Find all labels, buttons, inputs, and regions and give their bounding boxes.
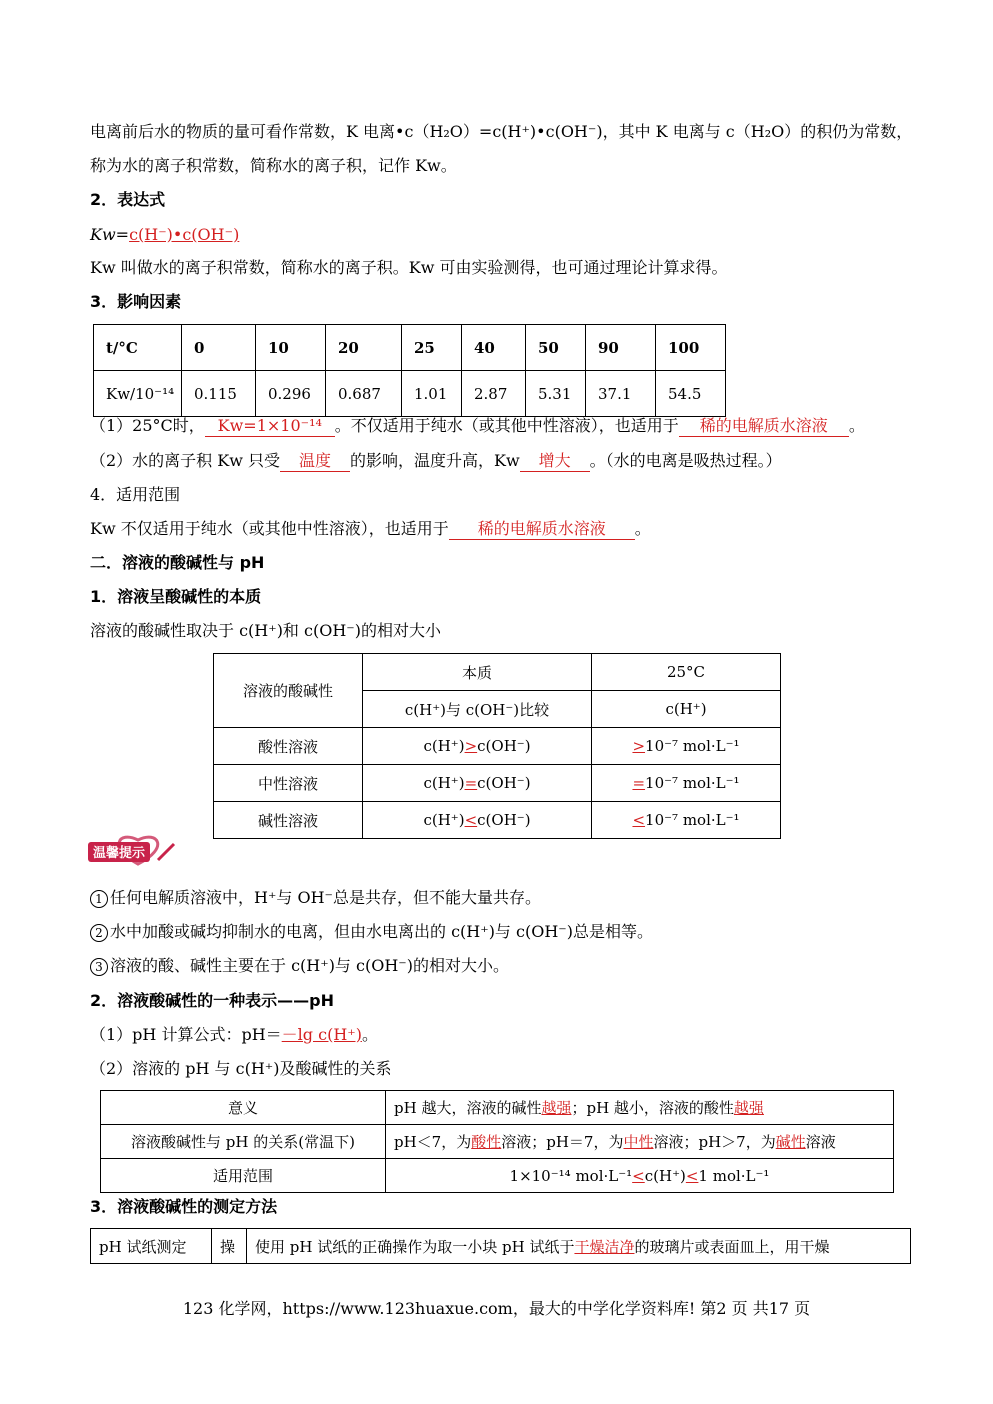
ph-relation: （2）溶液的 pH 与 c(H⁺)及酸碱性的关系 xyxy=(90,1059,392,1078)
table-cell: 0.115 xyxy=(182,371,256,417)
note-2 xyxy=(90,450,782,472)
th-cell: 25 xyxy=(402,325,462,371)
th-cell: 10 xyxy=(256,325,326,371)
table-row xyxy=(214,802,781,839)
compare-symbol: < xyxy=(632,811,646,829)
para-line-2: 称为水的离子积常数，简称水的离子积，记作 Kw。 xyxy=(90,156,457,175)
note2-text: （2）水的离子积 Kw 只受 xyxy=(90,451,281,470)
tip-number: 1 xyxy=(90,890,108,908)
note-1 xyxy=(90,415,865,437)
table-row xyxy=(214,728,781,765)
row-label: 溶液酸碱性与 pH 的关系(常温下) xyxy=(101,1125,386,1159)
col-essence-sub: c(H⁺)与 c(OH⁻)比较 xyxy=(363,691,592,728)
tip-text: 溶液的酸、碱性主要在于 c(H⁺)与 c(OH⁻)的相对大小。 xyxy=(110,956,509,975)
text: ；pH 越小，溶液的酸性 xyxy=(571,1099,734,1117)
tip-number: 3 xyxy=(90,958,108,976)
desc-cell xyxy=(247,1229,911,1264)
tip-logo-icon xyxy=(88,828,180,868)
essence-text: 溶液的酸碱性取决于 c(H⁺)和 c(OH⁻)的相对大小 xyxy=(90,621,441,640)
compare-symbol: = xyxy=(464,774,478,792)
tip-2 xyxy=(90,921,653,943)
note1-blank: Kw=1×10⁻¹⁴ xyxy=(205,416,335,437)
heading-scope: 4．适用范围 xyxy=(90,485,181,504)
tip-text: 任何电解质溶液中，H⁺与 OH⁻总是共存，但不能大量共存。 xyxy=(110,888,542,907)
lhs: c(H⁺) xyxy=(423,811,465,829)
formula-value: c(H⁻)•c(OH⁻) xyxy=(129,225,240,244)
op-cell: 操 xyxy=(212,1229,247,1264)
text: pH 越大，溶液的碱性 xyxy=(394,1099,542,1117)
rhs: c(OH⁻) xyxy=(477,774,531,792)
col-essence: 本质 xyxy=(363,654,592,691)
conc-cell xyxy=(592,765,781,802)
compare-cell xyxy=(363,802,592,839)
note2-text: 。（水的电离是吸热过程。） xyxy=(589,451,782,470)
red-text: 中性 xyxy=(623,1133,654,1151)
row-name: 碱性溶液 xyxy=(214,802,363,839)
text: 1 mol·L⁻¹ xyxy=(698,1166,770,1185)
table-row xyxy=(101,1125,894,1159)
heading-factors: 3．影响因素 xyxy=(90,292,182,311)
text: c(H⁺) xyxy=(644,1166,686,1185)
compare-cell xyxy=(363,765,592,802)
table-cell: 5.31 xyxy=(526,371,586,417)
note1-text: 。 xyxy=(848,416,865,435)
conc: 10⁻⁷ mol·L⁻¹ xyxy=(645,811,740,829)
col-acidity: 溶液的酸碱性 xyxy=(214,654,363,728)
conc-cell xyxy=(592,728,781,765)
table-cell: 2.87 xyxy=(462,371,526,417)
note1-text: 。不仅适用于纯水（或其他中性溶液），也适用于 xyxy=(334,416,679,435)
table-cell: 1.01 xyxy=(402,371,462,417)
text: pH＜7，为 xyxy=(394,1133,472,1151)
table-cell xyxy=(386,1125,894,1159)
red-text: < xyxy=(685,1166,699,1185)
table-row xyxy=(91,1229,911,1264)
th-cell: 40 xyxy=(462,325,526,371)
col-25c: 25°C xyxy=(592,654,781,691)
ph-formula xyxy=(90,1024,378,1046)
note2-text: 的影响，温度升高，Kw xyxy=(350,451,520,470)
row-label: 意义 xyxy=(101,1091,386,1125)
lhs: c(H⁺) xyxy=(423,737,465,755)
scope-text-b: 。 xyxy=(634,519,651,538)
footer: 123 化学网，https://www.123huaxue.com，最大的中学化学资料库! 第2 页 共17 页 xyxy=(182,1299,811,1318)
compare-symbol: < xyxy=(464,811,478,829)
th-cell: 100 xyxy=(656,325,726,371)
kw-formula xyxy=(90,224,239,246)
scope-blank: 稀的电解质水溶液 xyxy=(449,519,635,540)
note2-blank: 温度 xyxy=(280,451,350,472)
row-label: Kw/10⁻¹⁴ xyxy=(94,371,182,417)
red-text: 越强 xyxy=(541,1099,572,1117)
red-text: 酸性 xyxy=(471,1133,502,1151)
conc-cell xyxy=(592,802,781,839)
table-row xyxy=(101,1159,894,1193)
note1-blank2: 稀的电解质水溶液 xyxy=(679,416,849,437)
red-text: < xyxy=(632,1166,645,1185)
scope-text xyxy=(90,518,651,540)
lhs: c(H⁺) xyxy=(423,774,465,792)
th-cell: 0 xyxy=(182,325,256,371)
rhs: c(OH⁻) xyxy=(477,737,531,755)
heading-measure: 3．溶液酸碱性的测定方法 xyxy=(90,1197,278,1216)
heading-ph: 2．溶液酸碱性的一种表示——pH xyxy=(90,991,334,1010)
heading-part2: 二．溶液的酸碱性与 pH xyxy=(90,553,265,572)
table-cell: 0.296 xyxy=(256,371,326,417)
tip-1 xyxy=(90,887,541,909)
compare-cell xyxy=(363,728,592,765)
text: 的玻璃片或表面皿上，用干燥 xyxy=(634,1237,830,1256)
note2-blank2: 增大 xyxy=(520,451,590,472)
ph-blank: －lg c(H⁺) xyxy=(281,1025,362,1044)
heading-expression: 2．表达式 xyxy=(90,190,166,209)
table-row xyxy=(214,765,781,802)
compare-symbol: > xyxy=(632,737,646,755)
th-cell: 20 xyxy=(326,325,402,371)
red-text: 干燥洁净 xyxy=(574,1237,635,1256)
ph-text: （1）pH 计算公式：pH＝ xyxy=(90,1025,282,1044)
table-cell xyxy=(386,1091,894,1125)
text: 溶液 xyxy=(805,1133,836,1151)
tip-logo-text: 温馨提示 xyxy=(92,846,146,861)
kw-temperature-table xyxy=(93,324,726,417)
table-cell xyxy=(386,1159,894,1193)
conc: 10⁻⁷ mol·L⁻¹ xyxy=(645,774,740,792)
row-name: 中性溶液 xyxy=(214,765,363,802)
text: 1×10⁻¹⁴ mol·L⁻¹ xyxy=(509,1166,633,1185)
row-label: 适用范围 xyxy=(101,1159,386,1193)
text: 溶液；pH＞7，为 xyxy=(653,1133,776,1151)
compare-symbol: = xyxy=(632,774,646,792)
kw-desc: Kw 叫做水的离子积常数，简称水的离子积。Kw 可由实验测得，也可通过理论计算求得。 xyxy=(90,258,728,277)
note1-text: （1）25°C时， xyxy=(90,416,205,435)
table-cell: 0.687 xyxy=(326,371,402,417)
method-cell: pH 试纸测定 xyxy=(91,1229,212,1264)
tip-number: 2 xyxy=(90,924,108,942)
th-cell: 50 xyxy=(526,325,586,371)
ph-table xyxy=(100,1090,894,1193)
measure-table xyxy=(90,1228,911,1264)
ph-text: 。 xyxy=(361,1025,378,1044)
table-header-row xyxy=(94,325,726,371)
table-cell: 54.5 xyxy=(656,371,726,417)
scope-text-a: Kw 不仅适用于纯水（或其他中性溶液），也适用于 xyxy=(90,519,449,538)
acidity-table xyxy=(213,653,781,839)
col-25c-sub: c(H⁺) xyxy=(592,691,781,728)
formula-prefix: Kw= xyxy=(90,225,130,244)
para-line-1: 电离前后水的物质的量可看作常数，K 电离•c（H₂O）=c(H⁺)•c(OH⁻)，其中 K 电离与 c（H₂O）的积仍为常数， xyxy=(90,122,913,141)
text: 溶液；pH＝7，为 xyxy=(501,1133,624,1151)
compare-symbol: > xyxy=(464,737,478,755)
tip-3 xyxy=(90,955,509,977)
table-cell: 37.1 xyxy=(586,371,656,417)
th-cell: 90 xyxy=(586,325,656,371)
heading-essence: 1．溶液呈酸碱性的本质 xyxy=(90,587,262,606)
conc: 10⁻⁷ mol·L⁻¹ xyxy=(645,737,740,755)
red-text: 碱性 xyxy=(775,1133,806,1151)
table-row xyxy=(94,371,726,417)
table-row xyxy=(101,1091,894,1125)
rhs: c(OH⁻) xyxy=(477,811,531,829)
row-name: 酸性溶液 xyxy=(214,728,363,765)
red-text: 越强 xyxy=(733,1099,764,1117)
text: 使用 pH 试纸的正确操作为取一小块 pH 试纸于 xyxy=(255,1237,575,1256)
tip-text: 水中加酸或碱均抑制水的电离，但由水电离出的 c(H⁺)与 c(OH⁻)总是相等。 xyxy=(110,922,653,941)
th-temp: t/°C xyxy=(94,325,182,371)
